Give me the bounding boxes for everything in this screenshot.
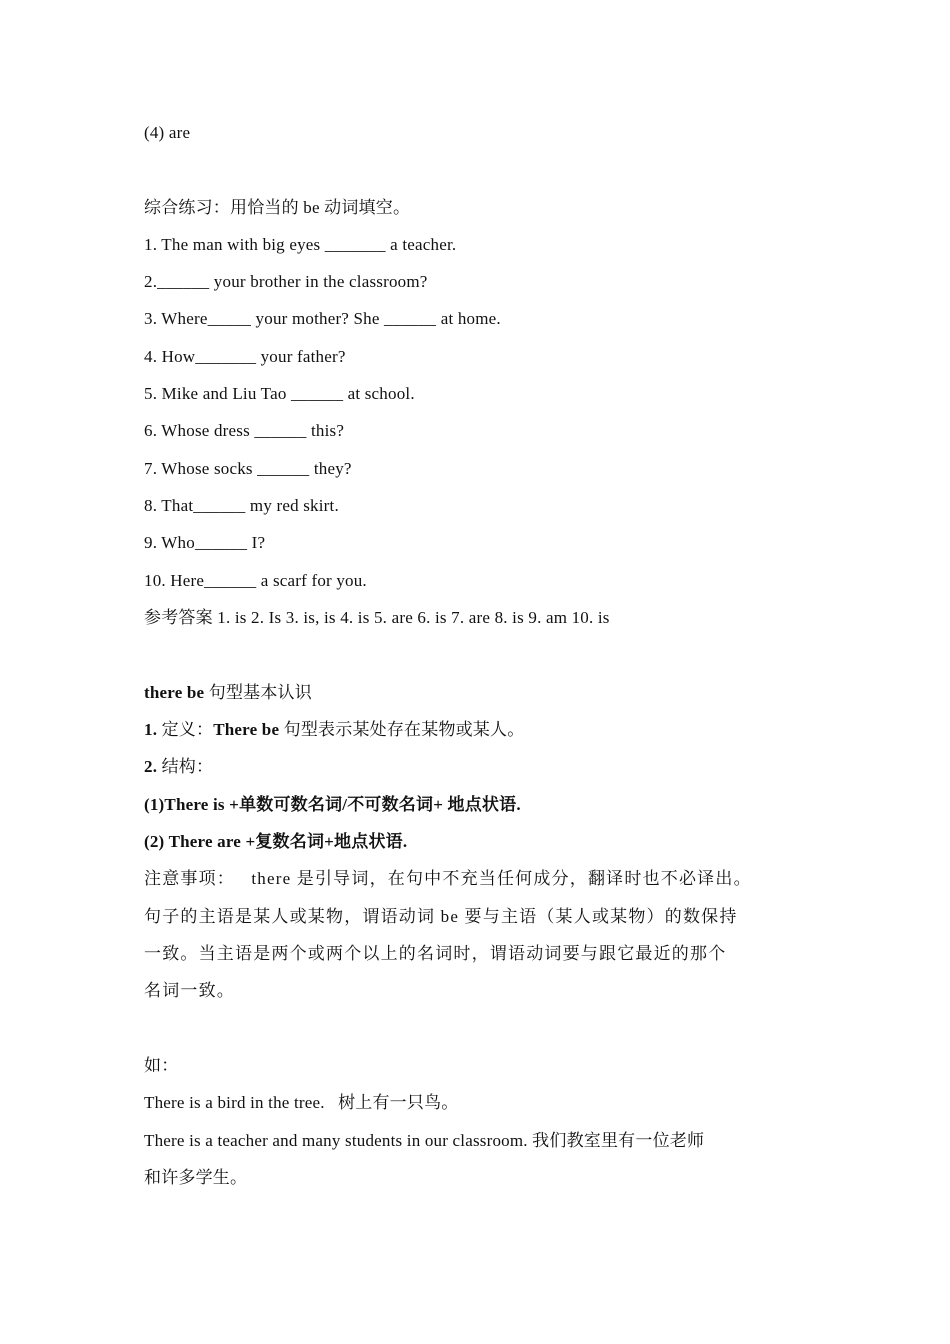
example-label: 如： — [144, 1056, 179, 1075]
exercise-item: 7. Whose socks ______ they? — [144, 459, 352, 478]
exercise-item: 5. Mike and Liu Tao ______ at school. — [144, 384, 415, 403]
previous-answer: (4) are — [144, 123, 191, 142]
note-line: 句子的主语是某人或某物，谓语动词 be 要与主语（某人或某物）的数保持 — [144, 907, 738, 926]
definition-number: 1. — [144, 720, 158, 739]
note-line: 名词一致。 — [144, 981, 235, 1000]
example-sentence: There is a bird in the tree. 树上有一只鸟。 — [144, 1093, 459, 1112]
answer-key: 参考答案 1. is 2. Is 3. is, is 4. is 5. are 6. is 7. are 8. is 9. am 10. is — [144, 608, 610, 627]
structure-number: 2. — [144, 757, 158, 776]
note-line: 一致。当主语是两个或两个以上的名词时，谓语动词要与跟它最近的那个 — [144, 944, 727, 963]
example-sentence: There is a teacher and many students in our classroom. 我们教室里有一位老师 — [144, 1131, 705, 1150]
exercise-item: 3. Where_____ your mother? She ______ at home. — [144, 309, 501, 328]
structure-rule-1: (1)There is +单数可数名词/不可数名词+ 地点状语. — [144, 795, 521, 814]
note-line: 注意事项： there 是引导词，在句中不充当任何成分，翻译时也不必译出。 — [144, 869, 752, 888]
exercise-item: 2.______ your brother in the classroom? — [144, 272, 428, 291]
exercise-item: 9. Who______ I? — [144, 533, 266, 552]
exercise-heading: 综合练习：用恰当的 be 动词填空。 — [144, 198, 411, 217]
exercise-item: 6. Whose dress ______ this? — [144, 421, 345, 440]
section-title-text: 句型基本认识 — [204, 683, 312, 702]
definition-line — [144, 719, 524, 741]
exercise-item: 10. Here______ a scarf for you. — [144, 571, 367, 590]
exercise-item: 4. How_______ your father? — [144, 347, 346, 366]
section-title — [144, 682, 312, 704]
exercise-item: 1. The man with big eyes _______ a teacher. — [144, 235, 457, 254]
structure-label: 结构： — [157, 757, 214, 776]
definition-phrase: There be — [213, 720, 280, 739]
section-title-keyword: there be — [144, 683, 205, 702]
structure-rule-2: (2) There are +复数名词+地点状语. — [144, 832, 408, 851]
structure-line — [144, 756, 213, 778]
exercise-item: 8. That______ my red skirt. — [144, 496, 339, 515]
definition-text: 句型表示某处存在某物或某人。 — [279, 720, 525, 739]
definition-label: 定义： — [157, 720, 214, 739]
example-sentence: 和许多学生。 — [144, 1168, 248, 1187]
